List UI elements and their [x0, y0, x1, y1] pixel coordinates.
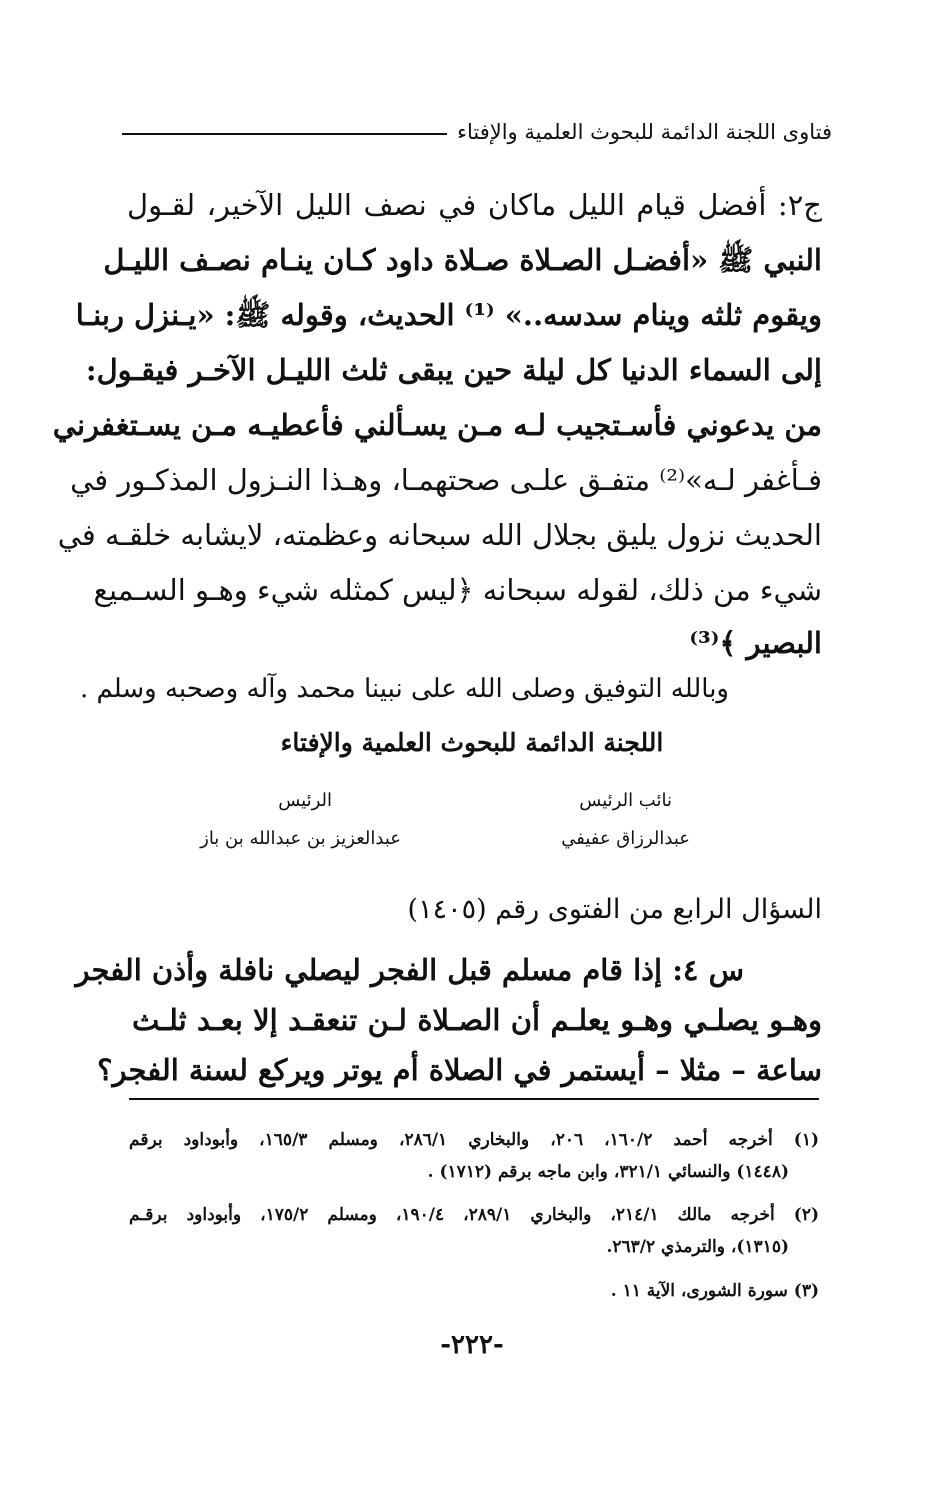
footnote-2-line-2: (١٣١٥)، والترمذي ٢٦٣/٢. [606, 1237, 789, 1257]
vice-chair-label: نائب الرئيس [579, 790, 672, 811]
answer-line-6: فـأغفر لـه»⁽²⁾ متفـق علـى صحتهمـا، وهـذا النـزول المذكـور في [70, 463, 822, 497]
header-title: فتاوى اللجنة الدائمة للبحوث العلمية والإفتاء [457, 120, 832, 144]
closing-line: وبالله التوفيق وصلى الله على نبينا محمد وآله وصحبه وسلم . [79, 674, 729, 704]
page-header [122, 112, 832, 152]
chair-name: عبدالعزيز بن عبدالله بن باز [200, 828, 401, 849]
answer-line-5: من يدعوني فأسـتجيب لـه مـن يسـألني فأعطيـه مـن يسـتغفرني [52, 408, 822, 442]
header-rule [122, 133, 447, 135]
question-line-1: س ٤: إذا قام مسلم قبل الفجر ليصلي نافلة وأذن الفجر [75, 953, 744, 987]
committee-name: اللجنة الدائمة للبحوث العلمية والإفتاء [280, 728, 664, 757]
question-line-2: وهـو يصلـي وهـو يعلـم أن الصـلاة لـن تنعقـد إلا بعـد ثلـث [132, 1003, 822, 1037]
question-line-3: ساعة – مثلا – أيستمر في الصلاة أم يوتر ويركع لسنة الفجر؟ [97, 1053, 822, 1087]
answer-line-8: شيء من ذلك، لقوله سبحانه ﴿ليس كمثله شيء وهـو السـميع [93, 573, 822, 607]
footnote-1-line-1: (١) أخرجه أحمد ١٦٠/٢، ٢٠٦، والبخاري ٢٨٦/١، ومسلم ١٦٥/٣، وأبوداود برقم [129, 1130, 819, 1150]
footnotes-separator [129, 1098, 819, 1100]
chair-label: الرئيس [278, 790, 332, 811]
answer-line-7: الحديث نزول يليق بجلال الله سبحانه وعظمته، لايشابه خلقـه في [57, 518, 822, 552]
answer-line-4: إلى السماء الدنيا كل ليلة حين يبقى ثلث الليـل الآخـر فيقـول: [85, 353, 822, 387]
answer-line-3: ويقوم ثلثه وينام سدسه..» ⁽¹⁾ الحديث، وقوله ﷺ: «يـنزل ربنـا [75, 298, 822, 332]
answer-line-9: البصير ﴾⁽³⁾ [689, 626, 822, 660]
page-number: -٢٢٢- [440, 1330, 504, 1360]
footnote-1-line-2: (١٤٤٨) والنسائي ٣٢١/١، وابن ماجه برقم (١٧١٢) . [427, 1162, 789, 1182]
vice-chair-name: عبدالرزاق عفيفي [561, 828, 690, 849]
footnote-2-line-1: (٢) أخرجه مالك ٢١٤/١، والبخاري ٢٨٩/١، ١٩٠/٤، ومسلم ١٧٥/٢، وأبوداود برقـم [129, 1205, 819, 1225]
question-intro: السؤال الرابع من الفتوى رقم (١٤٠٥) [407, 894, 822, 925]
answer-line-1: ج٢: أفضل قيام الليل ماكان في نصف الليل الآخير، لقـول [127, 188, 822, 222]
footnote-3: (٣) سورة الشورى، الآية ١١ . [610, 1281, 819, 1301]
answer-line-2: النبي ﷺ «أفضـل الصـلاة صـلاة داود كـان ينـام نصـف الليـل [103, 243, 822, 277]
